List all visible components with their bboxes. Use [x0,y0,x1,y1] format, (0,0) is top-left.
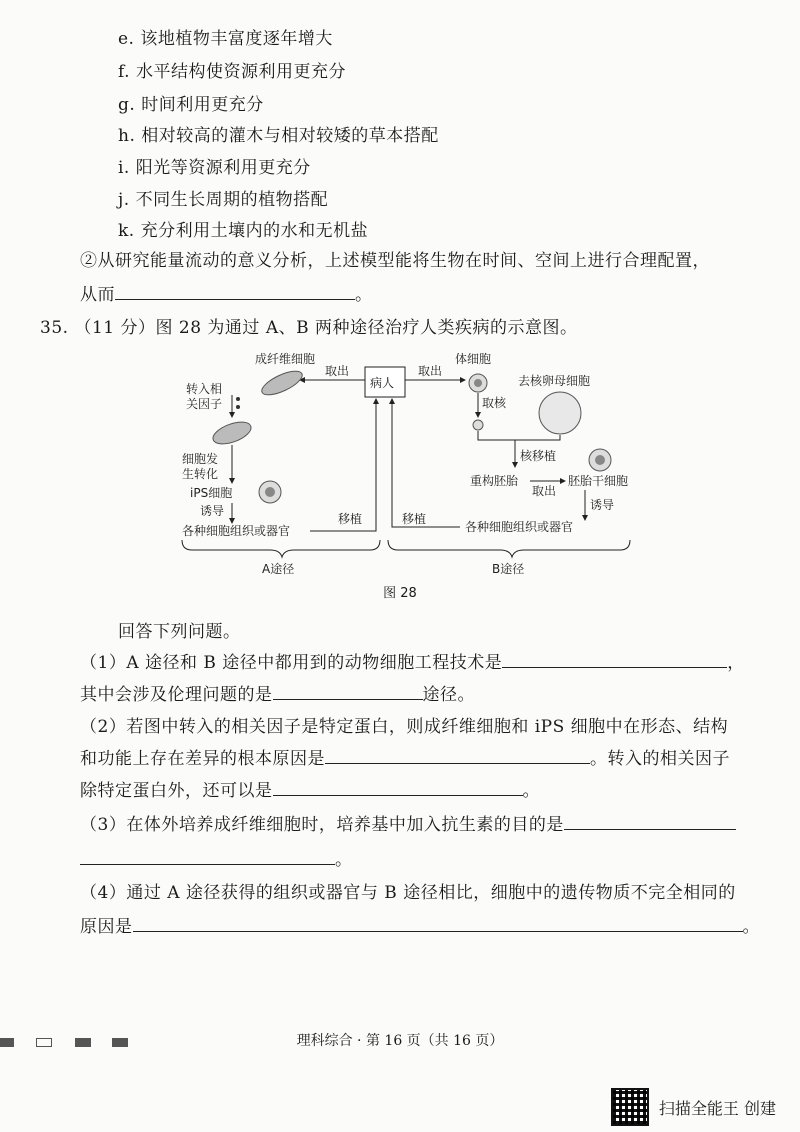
figure-28 [170,345,640,575]
transplant-right: 移植 [402,512,427,526]
option-f: f. 水平结构使资源利用更充分 [118,62,346,82]
brace-a [182,540,380,557]
embryo-label: 重构胚胎 [470,474,519,488]
scanner-label: 扫描全能王 创建 [658,1098,776,1118]
transfer-factor-label-1: 转入相 [186,382,223,396]
option-i: i. 阳光等资源利用更充分 [118,158,311,178]
brace-b [388,540,630,557]
option-k: k. 充分利用土壤内的水和无机盐 [118,221,369,241]
answer-blank-7[interactable] [133,915,743,932]
oocyte-cell [539,392,581,434]
scanner-watermark [611,1088,776,1126]
p4-line2: 原因是 。 [80,917,760,937]
instruction: 回答下列问题。 [118,622,241,642]
transformed-cell [210,418,254,449]
figure-caption: 图 28 [383,586,417,601]
answer-blank-6[interactable] [80,848,335,865]
p2-line1: （2）若图中转入的相关因子是特定蛋白，则成纤维细胞和 iPS 细胞中在形态、结构 [80,717,729,737]
organs-left: 各种细胞组织或器官 [182,524,291,538]
p3-line1: （3）在体外培养成纤维细胞时，培养基中加入抗生素的目的是 [80,810,736,835]
dediff-label-2: 生转化 [182,467,219,481]
answer-blank-3[interactable] [325,747,590,764]
qr-code-icon [611,1088,649,1126]
option-h: h. 相对较高的灌木与相对较矮的草本搭配 [118,126,439,146]
option-e: e. 该地植物丰富度逐年增大 [118,29,333,49]
answer-blank-2[interactable] [273,683,423,700]
q2-text: ②从研究能量流动的意义分析，上述模型能将生物在时间、空间上进行合理配置， [80,251,710,271]
answer-blank-4[interactable] [273,779,523,796]
fibroblast-label: 成纤维细胞 [255,352,316,366]
induce-left: 诱导 [200,504,225,518]
option-j: j. 不同生长周期的植物搭配 [118,190,329,210]
ips-label: iPS细胞 [190,486,233,500]
take-nucleus-label: 取核 [482,396,507,410]
take-out-embryo: 取出 [532,484,557,498]
p1-line1: （1）A 途径和 B 途径中都用到的动物细胞工程技术是 ， [80,653,745,673]
oocyte-label: 去核卵母细胞 [518,374,591,388]
take-out-left: 取出 [325,364,350,378]
induce-right: 诱导 [590,498,615,512]
page-footer: 理科综合 · 第 16 页（共 16 页） [296,1033,504,1049]
transfer-factor-label-2: 关因子 [186,397,223,411]
path-b-label: B途径 [492,562,525,575]
dediff-label-1: 细胞发 [182,452,219,466]
p2-line3: 除特定蛋白外，还可以是 。 [80,781,540,801]
patient-label: 病人 [370,376,395,390]
option-g: g. 时间利用更充分 [118,95,264,115]
q2-line2: 从而 。 [80,285,373,305]
esc-label: 胚胎干细胞 [568,474,629,488]
somatic-label: 体细胞 [455,352,492,366]
organs-right: 各种细胞组织或器官 [465,520,574,534]
q35-header: 35. （11 分）图 28 为通过 A、B 两种途径治疗人类疾病的示意图。 [40,318,578,338]
take-out-right: 取出 [418,364,443,378]
p1-line2: 其中会涉及伦理问题的是 途径。 [80,685,475,705]
transplant-left: 移植 [338,512,363,526]
p4-line1: （4）通过 A 途径获得的组织或器官与 B 途径相比，细胞中的遗传物质不完全相同的 [80,883,736,903]
answer-blank[interactable] [115,283,355,300]
p2-line2: 和功能上存在差异的根本原因是 。转入的相关因子 [80,749,730,769]
nuclear-transfer-label: 核移植 [520,449,557,463]
answer-blank-1[interactable] [502,651,727,668]
path-a-label: A途径 [262,562,295,575]
fibroblast-cell [259,366,306,399]
answer-blank-5[interactable] [564,813,736,830]
p3-line2: 。 [80,845,353,870]
